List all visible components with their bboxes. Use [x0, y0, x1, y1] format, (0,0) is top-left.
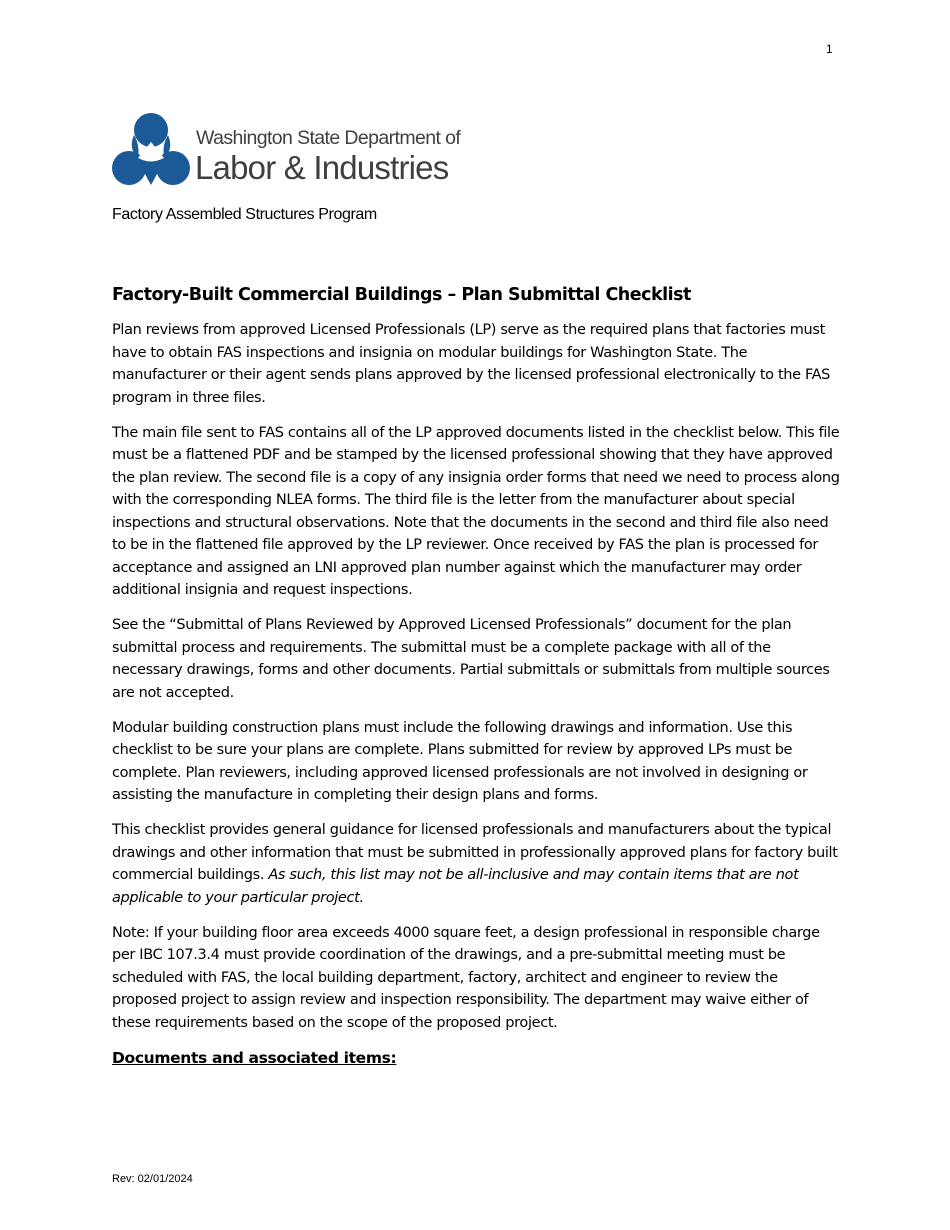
document-title: Factory-Built Commercial Buildings – Plan Submittal Checklist: [112, 285, 691, 305]
main-file-paragraph: The main file sent to FAS contains all of the LP approved documents listed in the checklist below. This file must be a flattened PDF and be stamped by the licensed professional showing that they have approved the plan review. The second file is a copy of any insignia order forms that need we need to process along with the corresponding NLEA forms. The third file is the letter from the manufacturer about special inspections and structural observations. Note that the documents in the second and third file also need to be in the flattened file approved by the LP reviewer. Once received by FAS the plan is processed for acceptance and assigned an LNI approved plan number against which the manufacturer may order additional insignia and request inspections.: [112, 424, 840, 598]
note-paragraph: Note: If your building floor area exceeds 4000 square feet, a design professional in responsible charge per IBC 107.3.4 must provide coordination of the drawings, and a pre-submittal meeting must be scheduled with FAS, the local building department, factory, architect and engineer to review the proposed project to assign review and inspection responsibility. The department may waive either of these requirements based on the scope of the proposed project.: [112, 924, 820, 1031]
submittal-process-paragraph: See the “Submittal of Plans Reviewed by Approved Licensed Professionals” document for the plan submittal process and requirements. The submittal must be a complete package with all of the necessary drawings, forms and other documents. Partial submittals or submittals from multiple sources are not accepted.: [112, 617, 830, 701]
document-body: [112, 283, 840, 1069]
revision-date: Rev: 02/01/2024: [112, 1173, 193, 1185]
construction-plans-paragraph: Modular building construction plans must include the following drawings and information. Use this checklist to be sure your plans are complete. Plans submitted for review by approved LPs must be complete. Plan reviewers, including approved licensed professionals are not involved in designing or assisting the manufacture in completing their design plans and forms.: [112, 719, 808, 803]
logo-department-text: Washington State Department of: [196, 127, 461, 149]
program-name: Factory Assembled Structures Program: [112, 206, 377, 223]
page-number: 1: [826, 42, 833, 56]
section-heading: Documents and associated items:: [112, 1048, 397, 1067]
agency-logo: [112, 113, 461, 193]
lni-logo-icon: [112, 113, 190, 189]
guidance-paragraph: [112, 819, 840, 909]
logo-agency-name: Labor & Industries: [195, 149, 449, 186]
guidance-text: This checklist provides general guidance for licensed professionals and manufacturers about the typical drawings and other information that must be submitted in professionally approved plans for factory built commercial buildings.: [112, 822, 838, 883]
intro-paragraph: Plan reviews from approved Licensed Professionals (LP) serve as the required plans that factories must have to obtain FAS inspections and insignia on modular buildings for Washington State. The manufacturer or their agent sends plans approved by the licensed professional electronically to the FAS program in three files.: [112, 322, 831, 406]
guidance-disclaimer: As such, this list may not be all-inclusive and may contain items that are not applicable to your particular project.: [112, 867, 799, 906]
